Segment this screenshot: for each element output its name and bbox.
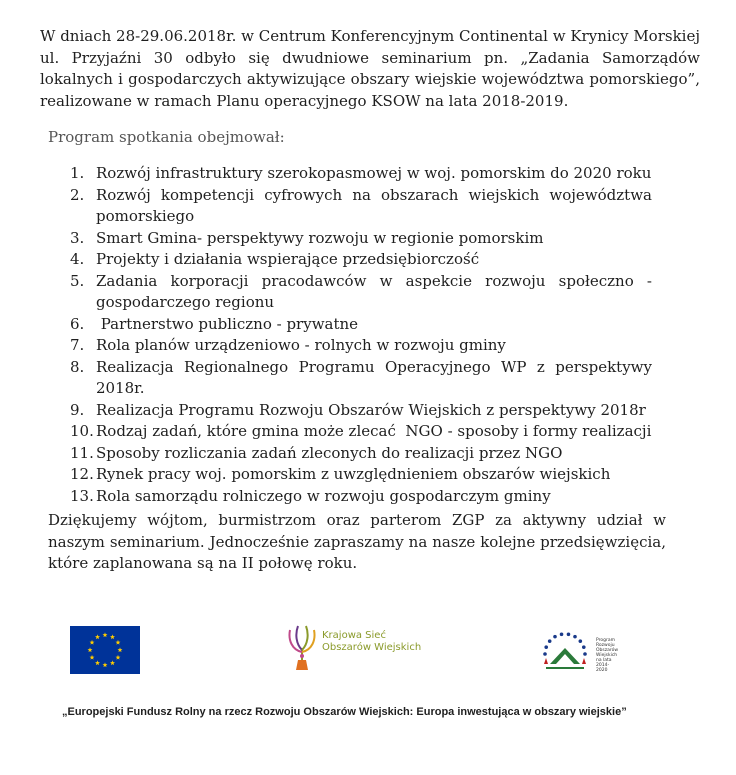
prow-star-icon <box>548 639 552 643</box>
program-list <box>70 163 652 507</box>
list-item-number: 7. <box>70 336 85 354</box>
footer-caption: „Europejski Fundusz Rolny na rzecz Rozwoju Obszarów Wiejskich: Europa inwestująca w obszary wiejskie” <box>62 706 627 718</box>
list-item-number: 9. <box>70 400 85 419</box>
thanks-paragraph: Dziękujemy wójtom, burmistrzom oraz parterom ZGP za aktywny udział w naszym seminarium. Jednocześnie zapraszamy na nasze kolejne przedsięwzięcia, które zaplanowana są na II połowę roku. <box>48 511 666 572</box>
list-item-text: Rozwój infrastruktury szerokopasmowej w woj. pomorskim do 2020 roku <box>96 164 652 182</box>
eu-flag-stars <box>70 626 140 674</box>
ksow-line-2: Obszarów Wiejskich <box>322 642 422 653</box>
eu-flag-icon <box>70 626 140 674</box>
prow-line-1: Program <box>596 638 615 643</box>
list-item-number: 12. <box>70 465 94 483</box>
list-item-number: 13. <box>70 486 94 505</box>
list-item-text: Zadania korporacji pracodawców w aspekcie rozwoju społeczno - gospodarczego regionu <box>96 271 652 311</box>
list-item-number: 6. <box>70 314 85 333</box>
list-item-text: Realizacja Regionalnego Programu Operacyjnego WP z perspektywy 2018r. <box>96 357 652 397</box>
list-item <box>70 464 652 486</box>
intro-paragraph: W dniach 28-29.06.2018r. w Centrum Konferencyjnym Continental w Krynicy Morskiej ul. Przyjaźni 30 odbyło się dwudniowe seminarium pn. „Zadania Samorządów lokalnych i gospodarczych aktywizujące obszary wiejskie województwa pomorskiego”, realizowane w ramach Planu operacyjnego KSOW na lata 2018-2019. <box>40 27 700 110</box>
list-item <box>70 421 652 443</box>
list-item-number: 5. <box>70 271 85 290</box>
prow-star-icon <box>567 633 571 637</box>
ksow-logo-icon <box>282 622 422 674</box>
list-item-text: Realizacja Programu Rozwoju Obszarów Wiejskich z perspektywy 2018r <box>96 400 646 419</box>
list-item <box>70 443 652 465</box>
list-item-number: 4. <box>70 250 85 268</box>
prow-line-4: Wiejskich <box>596 653 618 658</box>
prow-logo-icon <box>536 624 619 674</box>
list-item <box>70 228 652 250</box>
list-item-text: Partnerstwo publiczno - prywatne <box>96 314 359 333</box>
list-item <box>70 357 652 400</box>
list-item-text: Projekty i działania wspierające przedsiębiorczość <box>96 250 480 268</box>
list-item-text: Rozwój kompetencji cyfrowych na obszarach wiejskich województwa pomorskiego <box>96 185 652 225</box>
prow-star-icon <box>583 652 587 656</box>
prow-star-icon <box>544 645 548 649</box>
prow-line-5: na lata 2014-2020 <box>596 658 612 673</box>
list-item <box>70 249 652 271</box>
list-item <box>70 314 652 336</box>
prow-star-icon <box>553 635 557 639</box>
list-item-number: 3. <box>70 228 85 247</box>
prow-line-2: Rozwoju <box>596 643 615 648</box>
list-item <box>70 486 652 508</box>
prow-star-icon <box>543 652 547 656</box>
list-item-text: Sposoby rozliczania zadań zleconych do realizacji przez NGO <box>96 443 563 462</box>
prow-star-icon <box>582 645 586 649</box>
prow-star-icon <box>573 635 577 639</box>
list-item-text: Rynek pracy woj. pomorskim z uwzględnieniem obszarów wiejskich <box>96 465 611 483</box>
list-item <box>70 185 652 228</box>
prow-star-icon <box>560 633 564 637</box>
list-item-number: 1. <box>70 164 85 182</box>
ksow-logo-text <box>322 630 421 654</box>
list-item-number: 2. <box>70 185 85 204</box>
program-heading: Program spotkania obejmował: <box>48 128 285 146</box>
ksow-emblem-icon <box>282 622 322 674</box>
list-item-text: Rola samorządu rolniczego w rozwoju gospodarczym gminy <box>96 486 551 505</box>
prow-line-3: Obszarów <box>596 648 619 653</box>
list-item-number: 11. <box>70 443 94 462</box>
list-item <box>70 163 652 185</box>
list-item-text: Rodzaj zadań, które gmina może zlecać NGO - sposoby i formy realizacji <box>96 422 652 440</box>
list-item <box>70 335 652 357</box>
prow-logo-text <box>596 638 618 673</box>
list-item-text: Smart Gmina- perspektywy rozwoju w regionie pomorskim <box>96 228 544 247</box>
list-item <box>70 400 652 422</box>
prow-emblem-icon <box>536 624 594 674</box>
list-item <box>70 271 652 314</box>
list-item-number: 8. <box>70 357 85 376</box>
list-item-number: 10. <box>70 422 94 440</box>
list-item-text: Rola planów urządzeniowo - rolnych w rozwoju gminy <box>96 336 506 354</box>
prow-star-icon <box>579 639 583 643</box>
ksow-line-1: Krajowa Sieć <box>322 630 386 641</box>
